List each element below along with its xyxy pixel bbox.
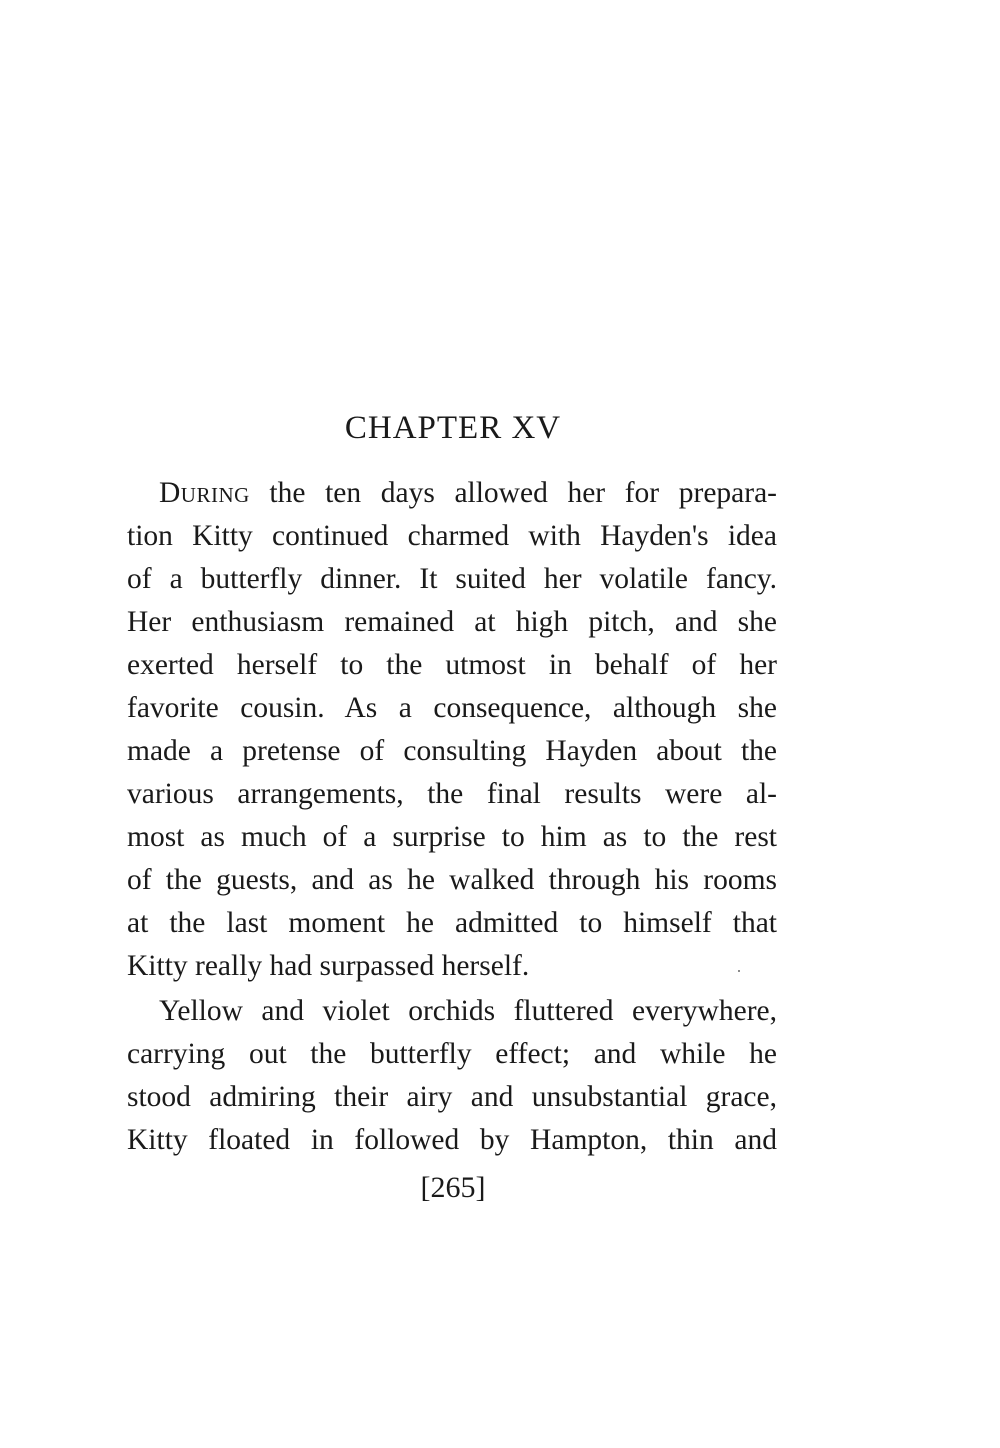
paragraph-line: various arrangements, the final results were al- (127, 778, 777, 810)
paragraph-line: Kitty floated in followed by Hampton, thin and (127, 1124, 777, 1156)
paragraph-line: most as much of a surprise to him as to the rest (127, 821, 777, 853)
paragraph-line: of the guests, and as he walked through his rooms (127, 864, 777, 896)
print-speck (738, 970, 740, 972)
paragraph-line: stood admiring their airy and unsubstantial grace, (127, 1081, 777, 1113)
paragraph-line: made a pretense of consulting Hayden about the (127, 735, 777, 767)
paragraph-line: Kitty really had surpassed herself. (127, 950, 530, 982)
small-caps-opening-word: During (159, 477, 250, 509)
paragraph-line: of a butterfly dinner. It suited her volatile fancy. (127, 563, 777, 595)
paragraph-1 (127, 472, 777, 988)
paragraph-line: exerted herself to the utmost in behalf of her (127, 649, 777, 681)
paragraph-line: at the last moment he admitted to himself that (127, 907, 777, 939)
page-number: [265] (420, 1171, 486, 1204)
paragraph-line: favorite cousin. As a consequence, although she (127, 692, 777, 724)
paragraph-line: Her enthusiasm remained at high pitch, and she (127, 606, 777, 638)
paragraph-line: Yellow and violet orchids fluttered everywhere, (159, 995, 777, 1027)
paragraph-line: tion Kitty continued charmed with Hayden's idea (127, 520, 777, 552)
paragraph-2 (127, 990, 777, 1162)
paragraph-line: carrying out the butterfly effect; and while he (127, 1038, 777, 1070)
paragraph-line: During the ten days allowed her for prepara- (159, 477, 777, 509)
chapter-heading: CHAPTER XV (344, 410, 562, 446)
